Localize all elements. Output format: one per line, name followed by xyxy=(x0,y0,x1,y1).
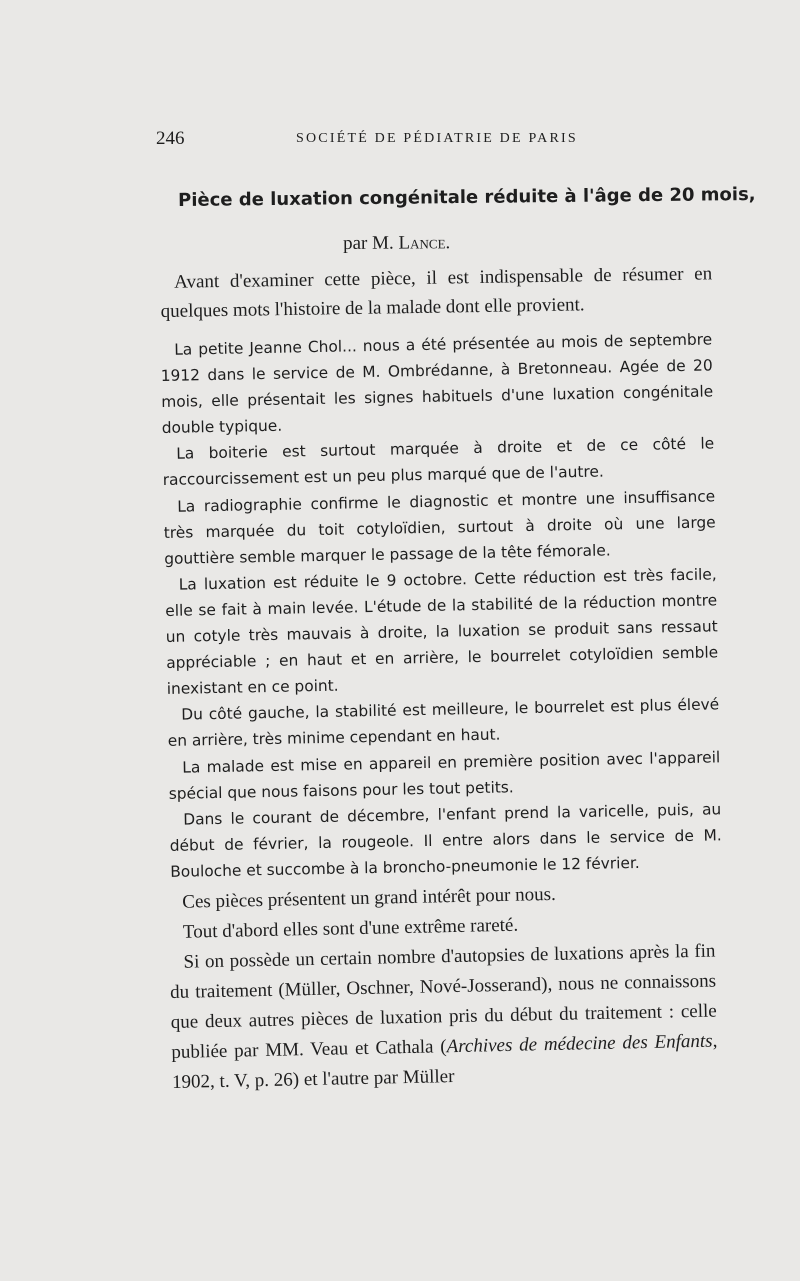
case-paragraph: La boiterie est surtout marquée à droite et de ce côté le raccourcissement est un peu plus marqué que de l'autre. xyxy=(162,434,715,490)
discussion-paragraph: Ces pièces présentent un grand intérêt pour nous. xyxy=(182,883,557,913)
case-paragraph: La petite Jeanne Chol... nous a été présentée au mois de septembre 1912 dans le service de M. Ombrédanne, à Bretonneau. Agée de 20 mois, elle présentait les signes habituels d'une luxation congénitale double typique. xyxy=(160,330,714,438)
discussion-paragraph xyxy=(169,937,718,1098)
case-paragraph: Du côté gauche, la stabilité est meilleure, le bourrelet est plus élevé en arrière, très minime cependant en haut. xyxy=(167,695,720,751)
case-paragraph: La luxation est réduite le 9 octobre. Cette réduction est très facile, elle se fait à main levée. L'étude de la stabilité de la réduction montre un cotyle très mauvais à droite, la luxation se produit sans ressaut appréciable ; en haut et en arrière, le bourrelet cotyloïdien semble inexistant en ce point. xyxy=(165,565,719,699)
case-paragraph: La malade est mise en appareil en première position avec l'appareil spécial que nous faisons pour les tout petits. xyxy=(168,747,721,803)
intro-block xyxy=(160,259,713,326)
discussion-text: Si on possède un certain nombre d'autopsies de luxations après la fin du traitement (Müller, Oschner, Nové-Josserand), nous ne connaissons que deux autres pièces de luxation pris du début du traitement : celle publiée par MM. Veau et Cathala ( xyxy=(169,940,717,1063)
author-name: Lance. xyxy=(398,232,451,254)
discussion-block xyxy=(168,877,718,1098)
intro-paragraph: Avant d'examiner cette pièce, il est indispensable de résumer en quelques mots l'histoire de la malade dont elle provient. xyxy=(160,263,713,322)
article-title: Pièce de luxation congénitale réduite à l'âge de 20 mois, xyxy=(178,183,756,211)
running-title: SOCIÉTÉ DE PÉDIATRIE DE PARIS xyxy=(296,131,578,146)
discussion-text: , 1902, t. V, p. 26) et l'autre par Müller xyxy=(171,1030,718,1093)
byline xyxy=(343,232,450,255)
running-head xyxy=(156,128,716,150)
byline-prefix: par M. xyxy=(343,232,394,254)
discussion-paragraph: Tout d'abord elles sont d'une extrême rareté. xyxy=(182,914,519,943)
journal-title: Archives de médecine des Enfants xyxy=(446,1030,713,1058)
case-paragraph: La radiographie confirme le diagnostic et montre une insuffisance très marquée du toit cotyloïdien, surtout à droite où une large gouttière semble marquer le passage de la tête fémorale. xyxy=(163,486,716,568)
case-report xyxy=(160,326,722,884)
case-paragraph: Dans le courant de décembre, l'enfant prend la varicelle, puis, au début de février, la rougeole. Il entre alors dans le service de M. Bouloche et succombe à la broncho-pneumonie le 12 février. xyxy=(169,800,722,881)
page-number: 246 xyxy=(156,128,185,149)
